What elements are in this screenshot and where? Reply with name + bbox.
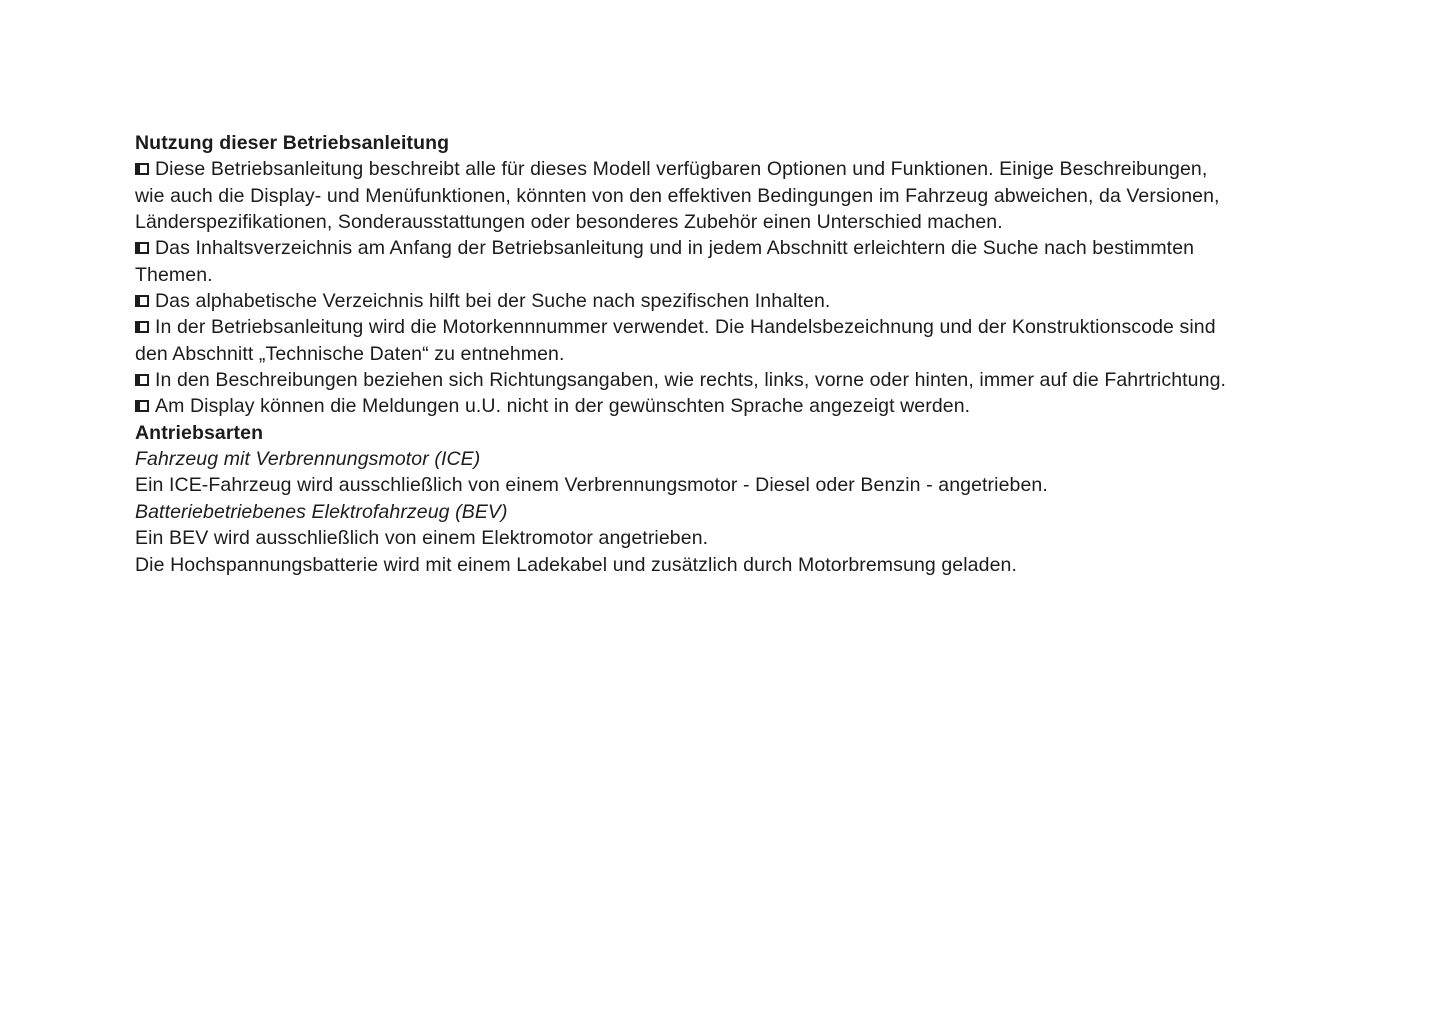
line-text: Ein ICE-Fahrzeug wird ausschließlich von einem Verbrennungsmotor - Diesel oder Benzin - angetrieben. — [135, 474, 1048, 497]
line-text: In der Betriebsanleitung wird die Motorkennnummer verwendet. Die Handelsbezeichnung und der Konstruktionscode sind — [155, 316, 1216, 339]
line-text: den Abschnitt „Technische Daten“ zu entnehmen. — [135, 342, 565, 365]
line-text: Am Display können die Meldungen u.U. nicht in der gewünschten Sprache angezeigt werden. — [155, 395, 971, 418]
line-text: Die Hochspannungsbatterie wird mit einem Ladekabel und zusätzlich durch Motorbremsung geladen. — [135, 553, 1017, 576]
line-text: In den Beschreibungen beziehen sich Richtungsangaben, wie rechts, links, vorne oder hinten, immer auf die Fahrtrichtung. — [155, 369, 1227, 392]
square-bullet-icon — [135, 295, 149, 307]
text-line — [135, 472, 1405, 498]
bullet-line — [135, 288, 1405, 314]
bullet-line — [135, 367, 1405, 393]
line-text: Länderspezifikationen, Sonderausstattungen oder besonderes Zubehör einen Unterschied machen. — [135, 211, 1003, 234]
text-line — [135, 209, 1405, 235]
bullet-line — [135, 156, 1405, 182]
text-line — [135, 262, 1405, 288]
text-line — [135, 525, 1405, 551]
line-text: Das alphabetische Verzeichnis hilft bei der Suche nach spezifischen Inhalten. — [155, 290, 831, 313]
bullet-line — [135, 235, 1405, 261]
section-heading — [135, 130, 1405, 156]
manual-text-block — [135, 130, 1405, 578]
italic-subheading — [135, 499, 1405, 525]
line-text: Antriebsarten — [135, 421, 264, 444]
bullet-line — [135, 393, 1405, 419]
bullet-line — [135, 314, 1405, 340]
square-bullet-icon — [135, 374, 149, 386]
line-text: wie auch die Display- und Menüfunktionen, könnten von den effektiven Bedingungen im Fahrzeug abweichen, da Versionen, — [135, 184, 1220, 207]
section-heading — [135, 420, 1405, 446]
text-line — [135, 341, 1405, 367]
text-line — [135, 552, 1405, 578]
line-text: Ein BEV wird ausschließlich von einem Elektromotor angetrieben. — [135, 527, 709, 550]
square-bullet-icon — [135, 321, 149, 333]
line-text: Fahrzeug mit Verbrennungsmotor (ICE) — [135, 448, 481, 471]
line-text: Batteriebetriebenes Elektrofahrzeug (BEV) — [135, 500, 508, 523]
line-text: Diese Betriebsanleitung beschreibt alle für dieses Modell verfügbaren Optionen und Funktionen. Einige Beschreibungen, — [155, 158, 1208, 181]
line-text: Nutzung dieser Betriebsanleitung — [135, 132, 450, 154]
square-bullet-icon — [135, 242, 149, 254]
square-bullet-icon — [135, 163, 149, 175]
square-bullet-icon — [135, 400, 149, 412]
line-text: Das Inhaltsverzeichnis am Anfang der Betriebsanleitung und in jedem Abschnitt erleichtern die Suche nach bestimmten — [155, 237, 1195, 260]
text-line — [135, 183, 1405, 209]
italic-subheading — [135, 446, 1405, 472]
line-text: Themen. — [135, 263, 213, 286]
